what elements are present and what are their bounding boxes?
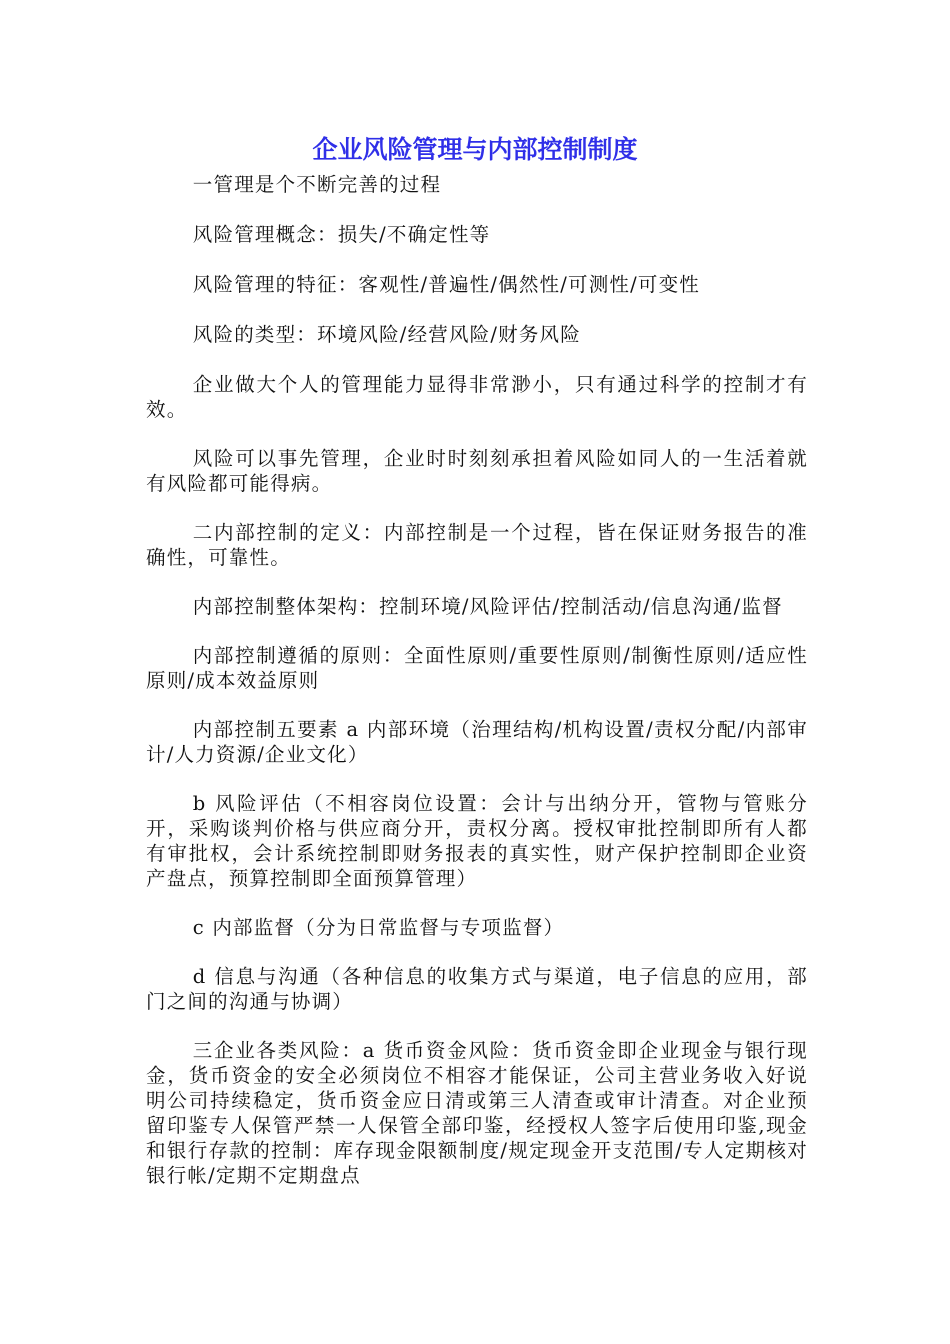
paragraph: 风险可以事先管理，企业时时刻刻承担着风险如同人的一生活着就有风险都可能得病。	[146, 447, 808, 495]
paragraph: d 信息与沟通（各种信息的收集方式与渠道，电子信息的应用，部门之间的沟通与协调）	[146, 965, 808, 1013]
document-title: 企业风险管理与内部控制制度	[312, 135, 638, 164]
paragraph: 内部控制整体架构：控制环境/风险评估/控制活动/信息沟通/监督	[192, 595, 783, 618]
paragraph: 内部控制遵循的原则：全面性原则/重要性原则/制衡性原则/适应性原则/成本效益原则	[146, 644, 808, 692]
paragraph: 一管理是个不断完善的过程	[192, 173, 442, 196]
paragraph: 二内部控制的定义：内部控制是一个过程，皆在保证财务报告的准确性，可靠性。	[146, 521, 808, 569]
paragraph: 企业做大个人的管理能力显得非常渺小，只有通过科学的控制才有效。	[146, 373, 808, 421]
paragraph: 风险管理的特征：客观性/普遍性/偶然性/可测性/可变性	[192, 273, 700, 296]
paragraph: b 风险评估（不相容岗位设置：会计与出纳分开，管物与管账分开，采购谈判价格与供应商分开，责权分离。授权审批控制即所有人都有审批权，会计系统控制即财务报表的真实性，财产保护控制即企业资产盘点，预算控制即全面预算管理）	[146, 792, 808, 890]
document-body	[146, 172, 808, 1212]
paragraph: 三企业各类风险：a 货币资金风险：货币资金即企业现金与银行现金，货币资金的安全必须岗位不相容才能保证，公司主营业务收入好说明公司持续稳定，货币资金应日清或第三人清查或审计清查。对企业预留印鉴专人保管严禁一人保管全部印鉴，经授权人签字后使用印鉴,现金和银行存款的控制：库存现金限额制度/规定现金开支范围/专人定期核对银行帐/定期不定期盘点	[146, 1039, 808, 1187]
paragraph: 内部控制五要素 a 内部环境（治理结构/机构设置/责权分配/内部审计/人力资源/企业文化）	[146, 718, 808, 766]
paragraph: c 内部监督（分为日常监督与专项监督）	[192, 916, 565, 939]
paragraph: 风险的类型：环境风险/经营风险/财务风险	[192, 323, 581, 346]
paragraph: 风险管理概念：损失/不确定性等	[192, 223, 491, 246]
